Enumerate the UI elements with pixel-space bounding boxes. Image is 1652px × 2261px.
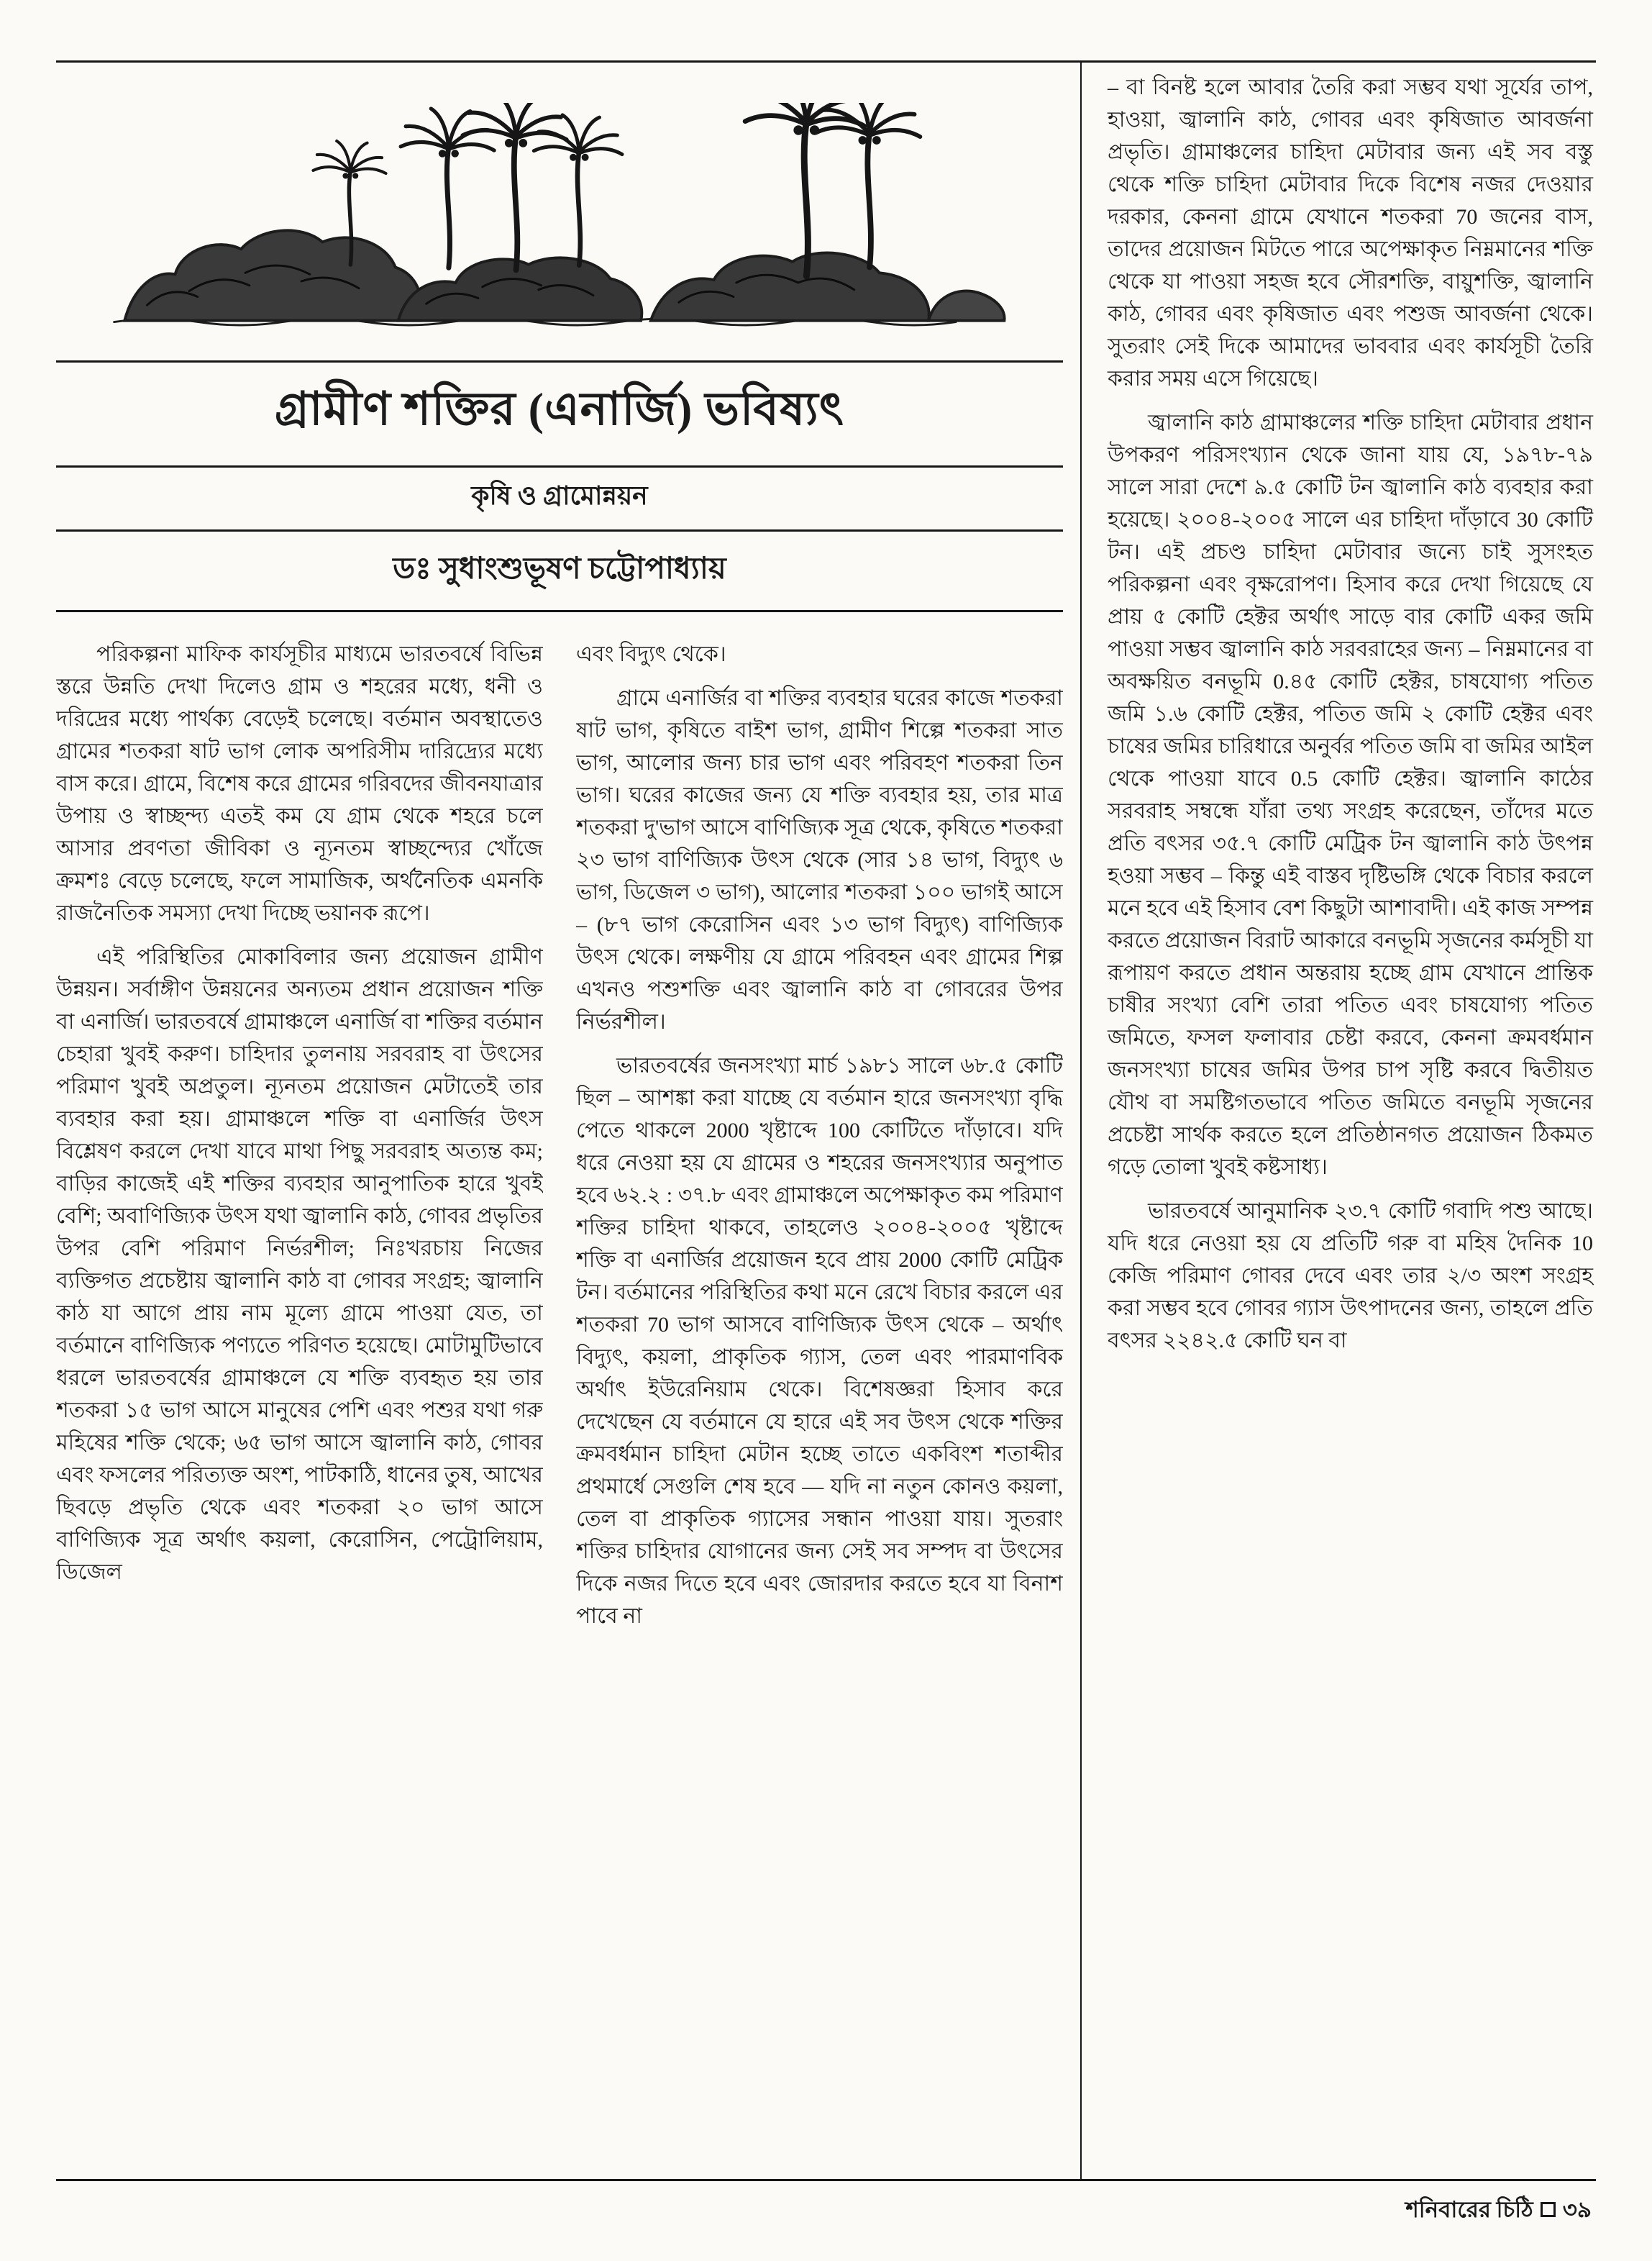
paragraph: এবং বিদ্যুৎ থেকে। xyxy=(576,642,726,666)
magazine-name: শনিবারের চিঠি xyxy=(1405,2197,1533,2222)
paragraph: পরিকল্পনা মাফিক কার্যসূচীর মাধ্যমে ভারতবর্ষে বিভিন্ন স্তরে উন্নতি দেখা দিলেও গ্রাম ও শহরের মধ্যে, ধনী ও দরিদ্রের মধ্যে পার্থক্য বেড়েই চলেছে। বর্তমান অবস্থাতেও গ্রামের শতকরা ষাট ভাগ লোক অপরিসীম দারিদ্র্যের মধ্যে বাস করে। গ্রামে, বিশেষ করে গ্রামের গরিবদের জীবনযাত্রার উপায় ও স্বাচ্ছন্দ্য এতই কম যে গ্রাম থেকে শহরে চলে আসার প্রবণতা জীবিকা ও ন্যূনতম স্বাচ্ছন্দ্যের খোঁজে ক্রমশঃ বেড়ে চলেছে, ফলে সামাজিক, অর্থনৈতিক এমনকি রাজনৈতিক সমস্যা দেখা দিচ্ছে ভয়ানক রূপে। xyxy=(56,642,543,925)
article-section-label: কৃষি ও গ্রামোন্নয়ন xyxy=(471,481,648,510)
paragraph: – বা বিনষ্ট হলে আবার তৈরি করা সম্ভব যথা সূর্যের তাপ, হাওয়া, জ্বালানি কাঠ, গোবর এবং কৃষিজাত আবর্জনা প্রভৃতি। গ্রামাঞ্চলের চাহিদা মেটাবার জন্য এই সব বস্তু থেকে শক্তি চাহিদা মেটাবার দিকে বিশেষ নজর দেওয়ার দরকার, কেননা গ্রামে যেখানে শতকরা 70 জনের বাস, তাদের প্রয়োজন মিটতে পারে অপেক্ষাকৃত নিম্নমানের শক্তি থেকে যা পাওয়া সহজ হবে সৌরশক্তি, বায়ুশক্তি, জ্বালানি কাঠ, গোবর এবং কৃষিজাত এবং পশুজ আবর্জনা থেকে। সুতরাং সেই দিকে আমাদের ভাববার এবং কার্যসূচী তৈরি করার সময় এসে গিয়েছে। xyxy=(1108,76,1593,391)
page-number: ৩৯ xyxy=(1562,2197,1592,2222)
column-middle xyxy=(576,638,1063,2179)
page-content xyxy=(56,60,1596,2179)
rural-landscape-illustration xyxy=(104,103,1016,347)
divider xyxy=(56,360,1063,363)
divider xyxy=(56,610,1063,612)
paragraph: ভারতবর্ষের জনসংখ্যা মার্চ ১৯৮১ সালে ৬৮.৫ কোটি ছিল – আশঙ্কা করা যাচ্ছে যে বর্তমান হারে জনসংখ্যা বৃদ্ধি পেতে থাকলে 2000 খৃষ্টাব্দে 100 কোটিতে দাঁড়াবে। যদি ধরে নেওয়া হয় যে গ্রামের ও শহরের জনসংখ্যার অনুপাত হবে ৬২.২ : ৩৭.৮ এবং গ্রামাঞ্চলে অপেক্ষাকৃত কম পরিমাণ শক্তির চাহিদা থাকবে, তাহলেও ২০০৪-২০০৫ খৃষ্টাব্দে শক্তি বা এনার্জির প্রয়োজন হবে প্রায় 2000 কোটি মেট্রিক টন। বর্তমানের পরিস্থিতির কথা মনে রেখে বিচার করলে এর শতকরা 70 ভাগ আসবে বাণিজ্যিক উৎস থেকে – অর্থাৎ বিদ্যুৎ, কয়লা, প্রাকৃতিক গ্যাস, তেল এবং পারমাণবিক অর্থাৎ ইউরেনিয়াম থেকে। বিশেষজ্ঞরা হিসাব করে দেখেছেন যে বর্তমানে যে হারে এই সব উৎস থেকে শক্তির ক্রমবর্ধমান চাহিদা মেটান হচ্ছে তাতে একবিংশ শতাব্দীর প্রথমার্ধে সেগুলি শেষ হবে — যদি না নতুন কোনও কয়লা, তেল বা প্রাকৃতিক গ্যাসের সন্ধান পাওয়া যায়। সুতরাং শক্তির চাহিদার যোগানের জন্য সেই সব সম্পদ বা উৎসের দিকে নজর দিতে হবে এবং জোরদার করতে হবে যা বিনাশ পাবে না xyxy=(576,1054,1063,1628)
paragraph: গ্রামে এনার্জির বা শক্তির ব্যবহার ঘরের কাজে শতকরা ষাট ভাগ, কৃষিতে বাইশ ভাগ, গ্রামীণ শিল্পে শতকরা সাত ভাগ, আলোর জন্য চার ভাগ এবং পরিবহণ শতকরা তিন ভাগ। ঘরের কাজের জন্য যে শক্তি ব্যবহার হয়, তার মাত্র শতকরা দু'ভাগ আসে বাণিজ্যিক সূত্র থেকে, কৃষিতে শতকরা ২৩ ভাগ বাণিজ্যিক উৎস থেকে (সার ১৪ ভাগ, বিদ্যুৎ ৬ ভাগ, ডিজেল ৩ ভাগ), আলোর শতকরা ১০০ ভাগই আসে – (৮৭ ভাগ কেরোসিন এবং ১৩ ভাগ বিদ্যুৎ) বাণিজ্যিক উৎস থেকে। লক্ষণীয় যে গ্রামে পরিবহন এবং গ্রামের শিল্প এখনও পশুশক্তি এবং জ্বালানি কাঠ বা গোবরের উপর নির্ভরশীল। xyxy=(576,686,1063,1034)
column-left xyxy=(56,638,543,2179)
divider xyxy=(56,529,1063,532)
paragraph: ভারতবর্ষে আনুমানিক ২৩.৭ কোটি গবাদি পশু আছে। যদি ধরে নেওয়া হয় যে প্রতিটি গরু বা মহিষ দৈনিক 10 কেজি পরিমাণ গোবর দেবে এবং তার ২/৩ অংশ সংগ্রহ করা সম্ভব হবে গোবর গ্যাস উৎপাদনের জন্য, তাহলে প্রতি বৎসর ২২৪২.৫ কোটি ঘন বা xyxy=(1108,1199,1593,1352)
column-right xyxy=(1080,63,1596,2179)
left-zone xyxy=(56,63,1080,2179)
footer-square-icon xyxy=(1541,2202,1556,2217)
paragraph: এই পরিস্থিতির মোকাবিলার জন্য প্রয়োজন গ্রামীণ উন্নয়ন। সর্বাঙ্গীণ উন্নয়নের অন্যতম প্রধান প্রয়োজন শক্তি বা এনার্জি। ভারতবর্ষে গ্রামাঞ্চলে এনার্জি বা শক্তির বর্তমান চেহারা খুবই করুণ। চাহিদার তুলনায় সরবরাহ বা উৎসের পরিমাণ খুবই অপ্রতুল। ন্যূনতম প্রয়োজন মেটাতেই তার ব্যবহার করা হয়। গ্রামাঞ্চলে শক্তি বা এনার্জির উৎস বিশ্লেষণ করলে দেখা যাবে মাথা পিছু সরবরাহ অত্যন্ত কম; বাড়ির কাজেই এই শক্তির ব্যবহার আনুপাতিক হারে খুবই বেশি; অবাণিজ্যিক উৎস যথা জ্বালানি কাঠ, গোবর প্রভৃতির উপর বেশি পরিমাণ নির্ভরশীল; নিঃখরচায় নিজের ব্যক্তিগত প্রচেষ্টায় জ্বালানি কাঠ বা গোবর সংগ্রহ; জ্বালানি কাঠ যা আগে প্রায় নাম মূল্যে গ্রামে পাওয়া যেত, তা বর্তমানে বাণিজ্যিক পণ্যতে পরিণত হয়েছে। মোটামুটিভাবে ধরলে ভারতবর্ষের গ্রামাঞ্চলে যে শক্তি ব্যবহৃত হয় তার শতকরা ১৫ ভাগ আসে মানুষের পেশি এবং পশুর যথা গরু মহিষের শক্তি থেকে; ৬৫ ভাগ আসে জ্বালানি কাঠ, গোবর এবং ফসলের পরিত্যক্ত অংশ, পাটকাঠি, ধানের তুষ, আখের ছিবড়ে প্রভৃতি থেকে এবং শতকরা ২০ ভাগ আসে বাণিজ্যিক সূত্র অর্থাৎ কয়লা, কেরোসিন, পেট্রোলিয়াম, ডিজেল xyxy=(56,945,543,1584)
page-footer xyxy=(56,2179,1596,2230)
article-header xyxy=(56,63,1063,612)
paragraph: জ্বালানি কাঠ গ্রামাঞ্চলের শক্তি চাহিদা মেটাবার প্রধান উপকরণ পরিসংখ্যান থেকে জানা যায় যে, ১৯৭৮-৭৯ সালে সারা দেশে ৯.৫ কোটি টন জ্বালানি কাঠ ব্যবহার করা হয়েছে। ২০০৪-২০০৫ সালে এর চাহিদা দাঁড়াবে 30 কোটি টন। এই প্রচণ্ড চাহিদা মেটাবার জন্যে চাই সুসংহত পরিকল্পনা এবং বৃক্ষরোপণ। হিসাব করে দেখা গিয়েছে যে প্রায় ৫ কোটি হেক্টর অর্থাৎ সাড়ে বার কোটি একর জমি পাওয়া সম্ভব জ্বালানি কাঠ সরবরাহের জন্য – নিম্নমানের বা অবক্ষয়িত বনভূমি 0.৪৫ কোটি হেক্টর, চাষযোগ্য পতিত জমি ১.৬ কোটি হেক্টর, পতিত জমি ২ কোটি হেক্টর এবং চাষের জমির চারিধারে অনুর্বর পতিত জমি বা জমির আইল থেকে পাওয়া যাবে 0.5 কোটি হেক্টর। জ্বালানি কাঠের সরবরাহ সম্বন্ধে যাঁরা তথ্য সংগ্রহ করেছেন, তাঁদের মতে প্রতি বৎসর ৩৫.৭ কোটি মেট্রিক টন জ্বালানি কাঠ উৎপন্ন হওয়া সম্ভব – কিন্তু এই বাস্তব দৃষ্টিভঙ্গি থেকে বিচার করলে মনে হবে এই হিসাব বেশ কিছুটা আশাবাদী। এই কাজ সম্পন্ন করতে প্রয়োজন বিরাট আকারে বনভূমি সৃজনের কর্মসূচী যা রূপায়ণ করতে প্রধান অন্তরায় হচ্ছে গ্রাম যেখানে প্রান্তিক চাষীর সংখ্যা বেশি তারা পতিত এবং চাষযোগ্য পতিত জমিতে, ফসল ফলাবার চেষ্টা করবে, কেননা ক্রমবর্ধমান জনসংখ্যা চাষের জমির উপর চাপ সৃষ্টি করবে দ্বিতীয়ত যৌথ বা সমষ্টিগতভাবে পতিত জমিতে বনভূমি সৃজনের প্রচেষ্টা সার্থক করতে হলে প্রতিষ্ঠানগত প্রয়োজন ঠিকমত গড়ে তোলা খুবই কষ্টসাধ্য। xyxy=(1108,411,1593,1179)
article-body xyxy=(56,638,1063,2179)
article-author: ডঃ সুধাংশুভূষণ চট্টোপাধ্যায় xyxy=(393,552,726,586)
divider xyxy=(56,465,1063,468)
article-title: গ্রামীণ শক্তির (এনার্জি) ভবিষ্যৎ xyxy=(275,383,844,435)
